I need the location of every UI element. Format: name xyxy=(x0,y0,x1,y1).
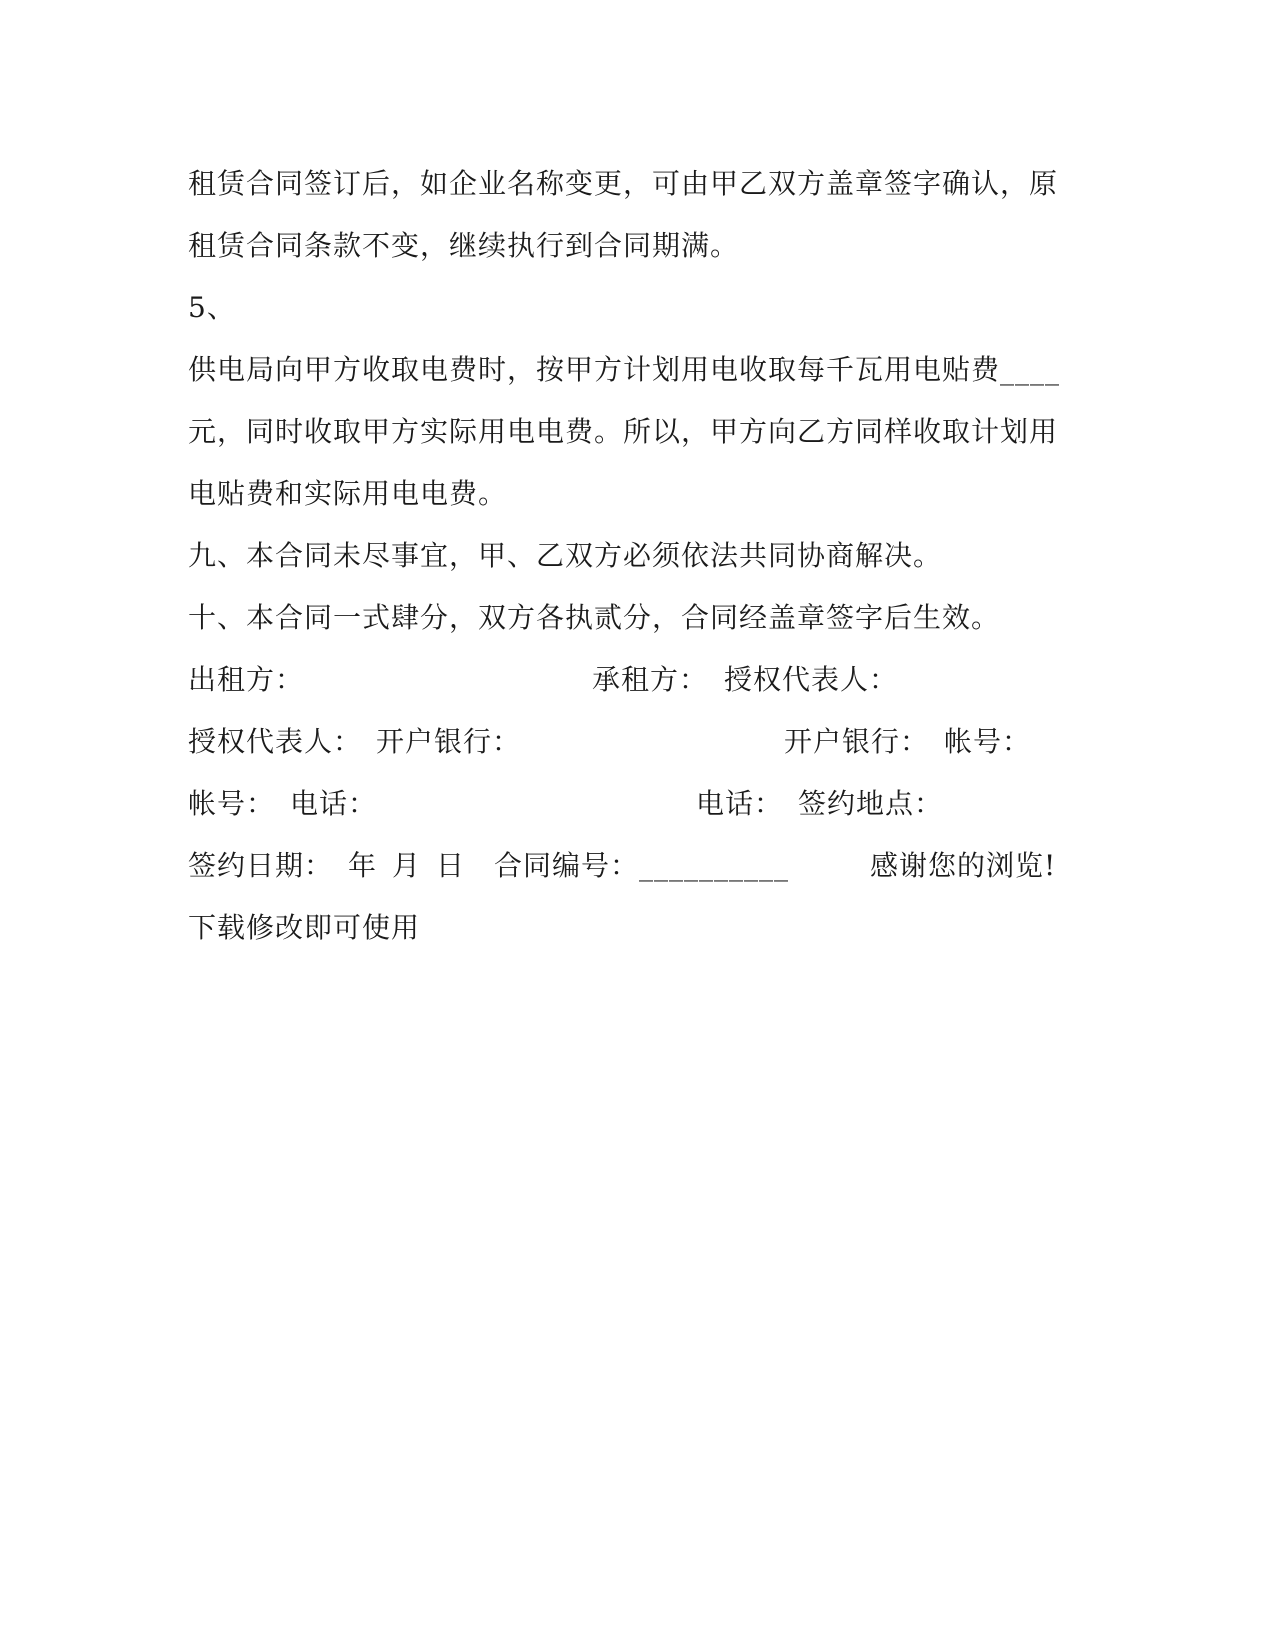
lessor-label: 出租方： xyxy=(188,663,305,696)
footer-note: 下载修改即可使用 xyxy=(188,911,421,944)
account-label-left: 帐号： xyxy=(188,787,276,820)
phone-label-right: 电话： xyxy=(696,787,784,820)
representative-label-left: 授权代表人： xyxy=(188,725,363,758)
sign-place-label: 签约地点： xyxy=(798,787,944,820)
day-label: 日 xyxy=(436,849,466,882)
phone-label-left: 电话： xyxy=(290,787,378,820)
clause-10: 十、本合同一式肆分，双方各执贰分，合同经盖章签字后生效。 xyxy=(188,601,1001,634)
sign-date-label: 签约日期： xyxy=(188,849,334,882)
month-label: 月 xyxy=(392,849,422,882)
representative-label-right: 授权代表人： xyxy=(724,663,899,696)
clause-number-5: 5、 xyxy=(188,291,236,324)
account-label-right: 帐号： xyxy=(944,725,1032,758)
paragraph-line-2: 租赁合同条款不变，继续执行到合同期满。 xyxy=(188,229,740,262)
paragraph-line-5: 电贴费和实际用电电费。 xyxy=(188,477,508,510)
thanks-text: 感谢您的浏览! xyxy=(870,849,1057,882)
clause-9: 九、本合同未尽事宜，甲、乙双方必须依法共同协商解决。 xyxy=(188,539,943,572)
paragraph-line-3: 供电局向甲方收取电费时，按甲方计划用电收取每千瓦用电贴费____ xyxy=(188,353,1061,386)
bank-label-left: 开户银行： xyxy=(376,725,522,758)
year-label: 年 xyxy=(348,849,378,882)
contract-number-field: 合同编号：__________ xyxy=(494,849,790,882)
paragraph-line-4: 元，同时收取甲方实际用电电费。所以，甲方向乙方同样收取计划用 xyxy=(188,415,1059,448)
bank-label-right: 开户银行： xyxy=(784,725,930,758)
paragraph-line-1: 租赁合同签订后，如企业名称变更，可由甲乙双方盖章签字确认，原 xyxy=(188,167,1059,200)
lessee-label: 承租方： xyxy=(592,663,709,696)
